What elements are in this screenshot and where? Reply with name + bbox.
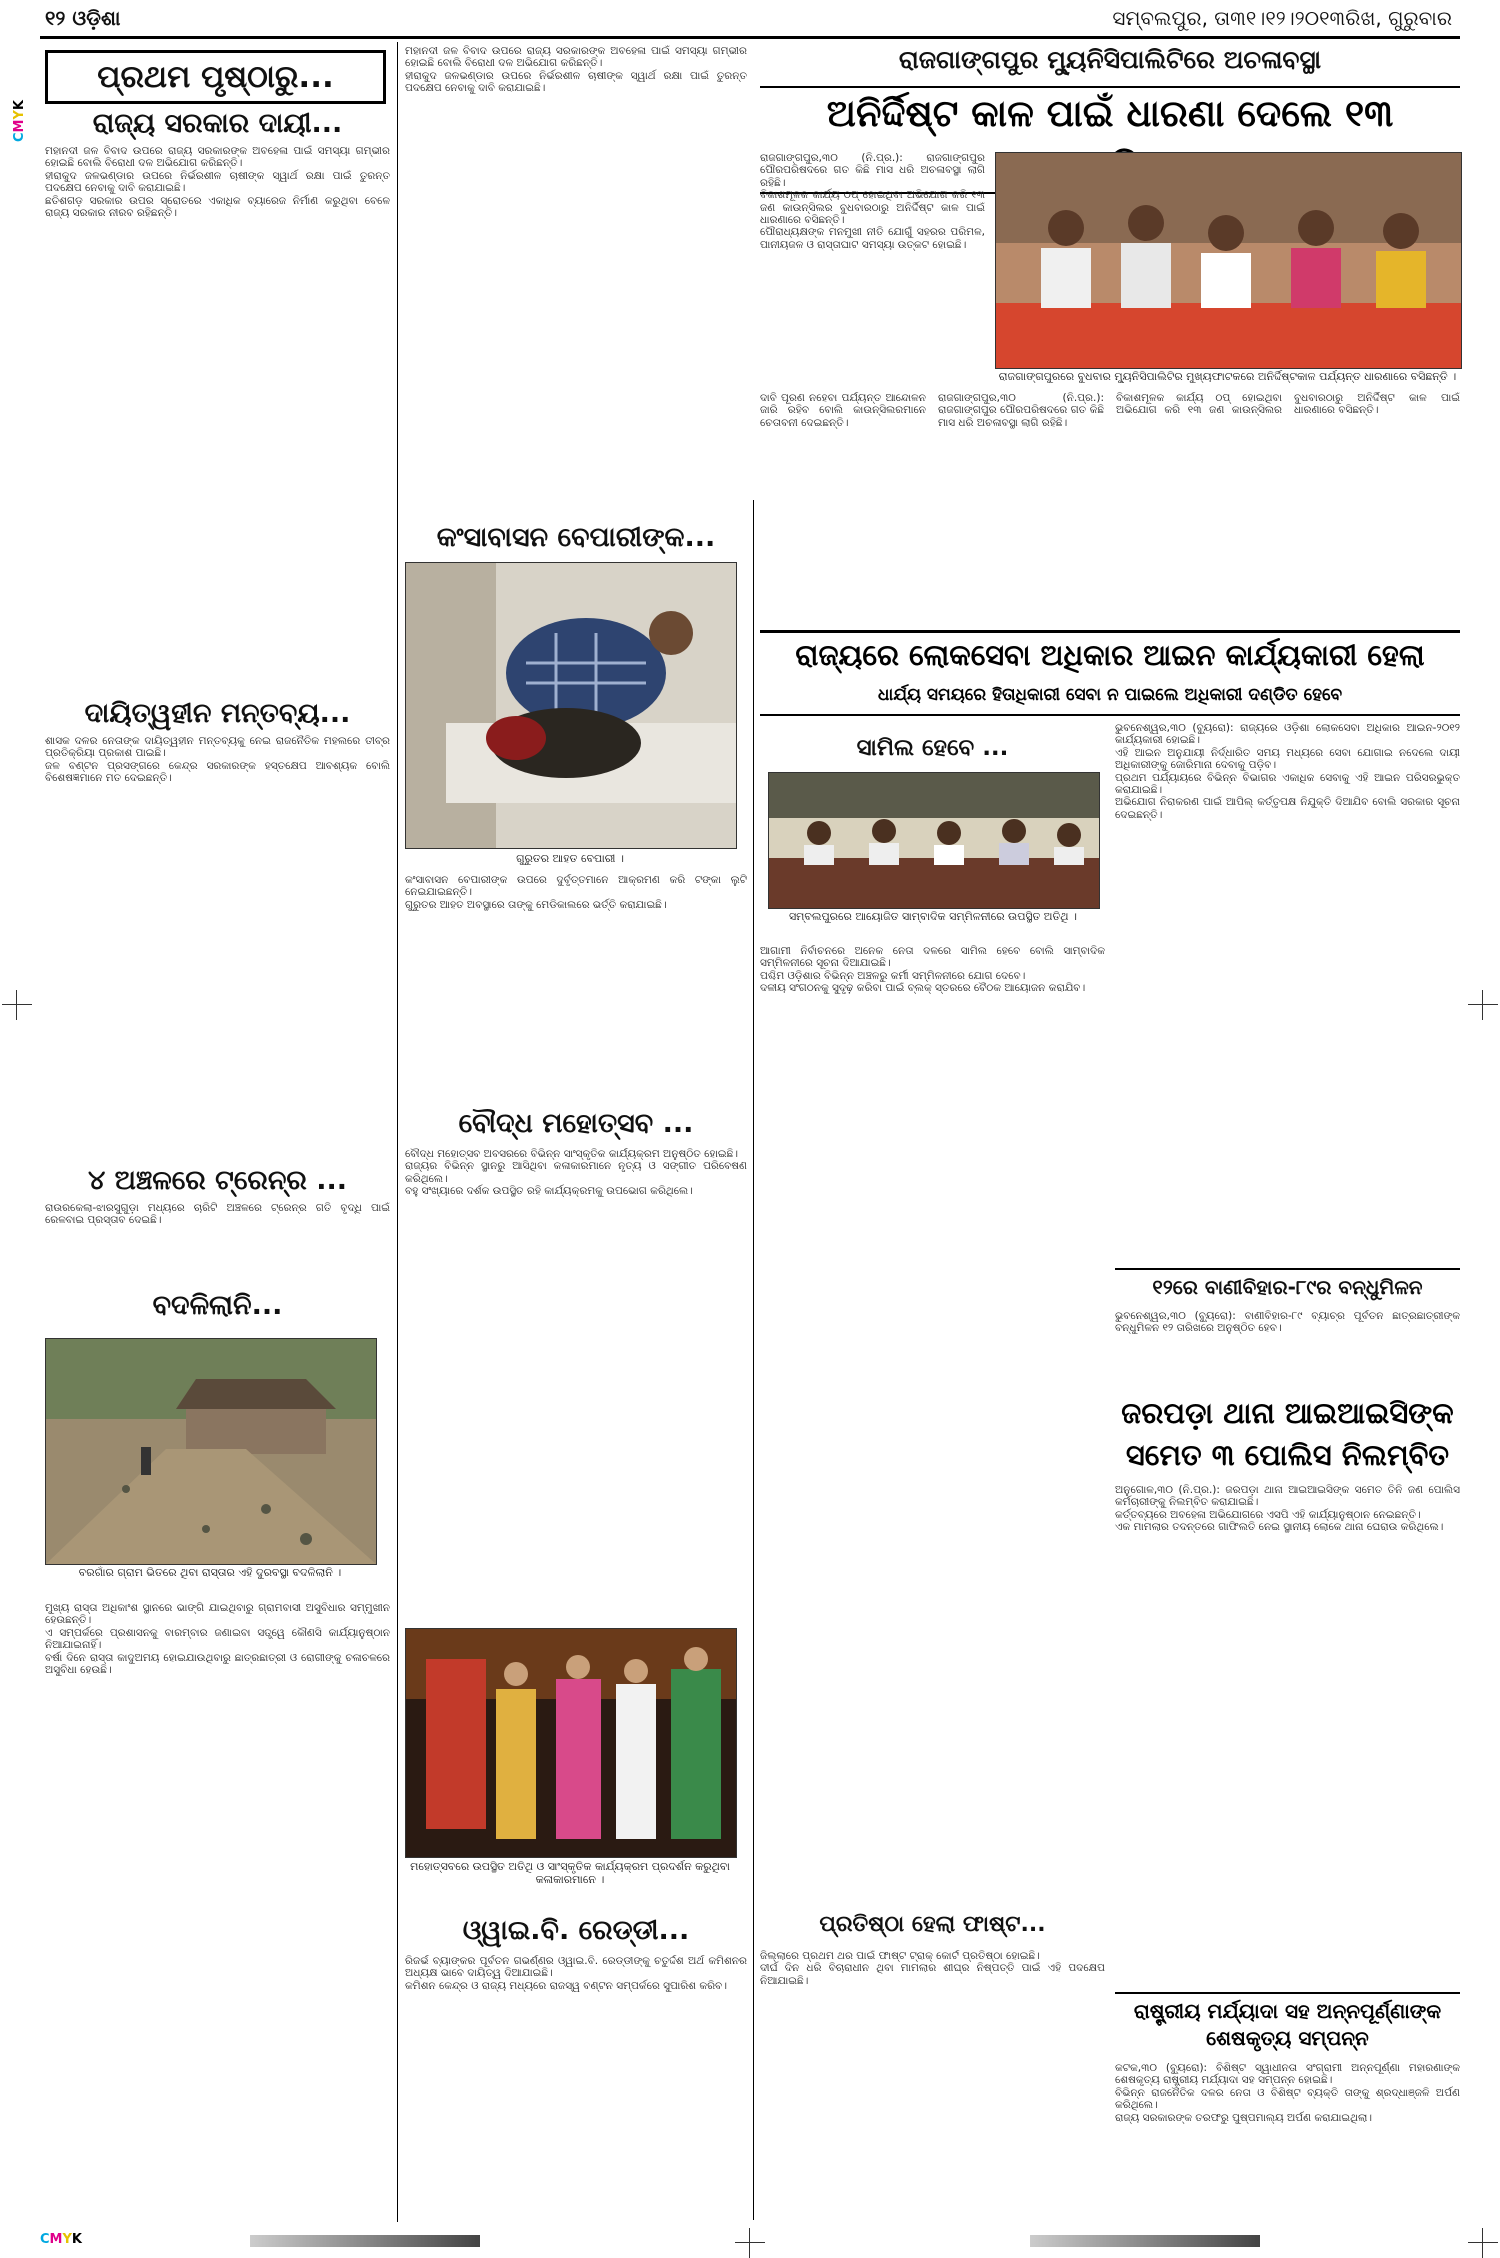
jarapada-headline: ଜରପଡ଼ା ଥାନା ଆଇଆଇସିଙ୍କ ସମେତ ୩ ପୋଲିସ ନିଲମ୍ବିତ: [1121, 1396, 1454, 1472]
lead-kicker: ରାଜଗାଙ୍ଗପୁର ମ୍ୟୁନିସିପାଲିଟିରେ ଅଚଳାବସ୍ଥା: [898, 45, 1322, 74]
samil-photo: [768, 772, 1100, 909]
samil-body: [760, 945, 1105, 1905]
crop-mark-bottom-mid: [735, 2228, 765, 2258]
column-rule-2: [753, 500, 754, 2220]
s5-para: ଗୁରୁତର ଆହତ ଅବସ୍ଥାରେ ତାଙ୍କୁ ମେଡିକାଲରେ ଭର୍ତ୍ତି କରାଯାଇଛି।: [405, 898, 667, 911]
jarapada-para: କର୍ତ୍ତବ୍ୟରେ ଅବହେଳା ଅଭିଯୋଗରେ ଏସପି ଏହି କାର୍ଯ୍ୟାନୁଷ୍ଠାନ ନେଇଛନ୍ତି।: [1115, 1508, 1421, 1521]
village-road-image: [46, 1339, 376, 1564]
act-para: ଭୁବନେଶ୍ୱର,୩୦ (ବ୍ୟୁରୋ): ରାଜ୍ୟରେ ଓଡ଼ିଶା ଲୋକସେବା ଅଧିକାର ଆଇନ-୨୦୧୨ କାର୍ଯ୍ୟକାରୀ ହୋଇଛି।: [1115, 722, 1460, 747]
s3-body: [45, 1202, 390, 1282]
s5-photo: [405, 562, 737, 849]
lead-para: ପୌରାଧ୍ୟକ୍ଷଙ୍କ ମନମୁଖୀ ନୀତି ଯୋଗୁଁ ସହରର ପରିମଳ, ପାନୀୟଜଳ ଓ ରାସ୍ତାଘାଟ ସମସ୍ୟା ଉତ୍କଟ ହୋଇଛି।: [760, 226, 985, 251]
col2-continuation: [405, 45, 747, 515]
s5-para: କଂସାବାସନ ବେପାରୀଙ୍କ ଉପରେ ଦୁର୍ବୃତ୍ତମାନେ ଆକ୍ରମଣ କରି ଟଙ୍କା ଲୁଟି ନେଇଯାଇଛନ୍ତି।: [405, 874, 747, 899]
s5-headline: କଂସାବାସନ ବେପାରୀଙ୍କ...: [436, 522, 716, 553]
pratistha-headline: ପ୍ରତିଷ୍ଠା ହେଲା ଫାଷ୍ଟ...: [819, 1912, 1046, 1937]
lead-photo: [995, 152, 1462, 369]
s4-para: ଏ ସମ୍ପର୍କରେ ପ୍ରଶାସନକୁ ବାରମ୍ବାର ଜଣାଇବା ସତ୍ତ୍ୱେ କୌଣସି କାର୍ଯ୍ୟାନୁଷ୍ଠାନ ନିଆଯାଇନାହିଁ।: [45, 1626, 390, 1652]
lead-para: ବିକାଶମୂଳକ କାର୍ଯ୍ୟ ଠପ୍ ହୋଇଥିବା ଅଭିଯୋଗ କରି ୧୩ ଜଣ କାଉନ୍‌ସିଲର ବୁଧବାରଠାରୁ ଅନିର୍ଦ୍ଦିଷ୍ଟ କାଳ ପାଇଁ ଧାରଣାରେ ବସିଛନ୍ତି।: [760, 189, 985, 227]
act-para: ଅଭିଯୋଗ ନିରାକରଣ ପାଇଁ ଆପିଲ୍ କର୍ତ୍ତୃପକ୍ଷ ନିଯୁକ୍ତି ଦିଆଯିବ ବୋଲି ସରକାର ସୂଚନା ଦେଇଛନ୍ତି।: [1115, 796, 1460, 821]
lead-headline: ଅନିର୍ଦ୍ଦିଷ୍ଟ କାଳ ପାଇଁ ଧାରଣା ଦେଲେ ୧୩: [760, 86, 1460, 194]
s2-body: [45, 735, 390, 1155]
act-para: ପ୍ରଥମ ପର୍ଯ୍ୟାୟରେ ବିଭିନ୍ନ ବିଭାଗର ଏକାଧିକ ସେବାକୁ ଏହି ଆଇନ ପରିସରଭୁକ୍ତ କରାଯାଇଛି।: [1115, 771, 1460, 797]
s2-para: ଜଳ ବଣ୍ଟନ ପ୍ରସଙ୍ଗରେ କେନ୍ଦ୍ର ସରକାରଙ୍କ ହସ୍ତକ୍ଷେପ ଆବଶ୍ୟକ ବୋଲି ବିଶେଷଜ୍ଞମାନେ ମତ ଦେଇଛନ୍ତି।: [45, 759, 390, 785]
s1-para: ମହାନଦୀ ଜଳ ବିବାଦ ଉପରେ ରାଜ୍ୟ ସରକାରଙ୍କ ଅବହେଳା ପାଇଁ ସମସ୍ୟା ଗମ୍ଭୀର ହୋଇଛି ବୋଲି ବିରୋଧୀ ଦଳ ଅଭିଯୋଗ କରିଛନ୍ତି।: [45, 145, 390, 170]
lead-para: ରାଜଗାଙ୍ଗପୁର,୩୦ (ନି.ପ୍ର.): ରାଜଗାଙ୍ଗପୁର ପୌରପରିଷଦରେ ଗତ କିଛି ମାସ ଧରି ଅଚଳାବସ୍ଥା ଲାଗି ରହିଛି।: [760, 152, 985, 189]
act-subhead: ଧାର୍ଯ୍ୟ ସମୟରେ ହିତାଧିକାରୀ ସେବା ନ ପାଇଲେ ଅଧିକାରୀ ଦଣ୍ଡିତ ହେବେ: [877, 685, 1343, 705]
pratistha-body: [760, 1950, 1105, 2220]
pratistha-para: ଜିଲ୍ଲାରେ ପ୍ରଥମ ଥର ପାଇଁ ଫାଷ୍ଟ ଟ୍ରାକ୍ କୋର୍ଟ ପ୍ରତିଷ୍ଠା ହୋଇଛି।: [760, 1950, 1040, 1962]
act-rule: [760, 714, 1460, 716]
s1-para-cont: ମହାନଦୀ ଜଳ ବିବାଦ ଉପରେ ରାଜ୍ୟ ସରକାରଙ୍କ ଅବହେଳା ପାଇଁ ସମସ୍ୟା ଗମ୍ଭୀର ହୋଇଛି ବୋଲି ବିରୋଧୀ ଦଳ ଅଭିଯୋଗ କରିଛନ୍ତି।: [405, 45, 747, 70]
barni-para: ଭୁବନେଶ୍ୱର,୩୦ (ବ୍ୟୁରୋ): ବାଣୀବିହାର-୮୯ ବ୍ୟାଚ୍‌ର ପୂର୍ବତନ ଛାତ୍ରଛାତ୍ରୀଙ୍କ ବନ୍ଧୁମିଳନ ୧୨ ତାରିଖରେ ଅନୁଷ୍ଠିତ ହେବ।: [1115, 1310, 1460, 1335]
lead-body-cols: [760, 392, 1460, 622]
s2-headline: ଦାୟିତ୍ୱହୀନ ମନ୍ତବ୍ୟ...: [84, 698, 351, 729]
annapurna-para: କଟକ,୩୦ (ବ୍ୟୁରୋ): ବିଶିଷ୍ଟ ସ୍ୱାଧୀନତା ସଂଗ୍ରାମୀ ଅନ୍ନପୂର୍ଣ୍ଣା ମହାରଣାଙ୍କ ଶେଷକୃତ୍ୟ ରାଷ୍ଟ୍ରୀୟ ମର୍ଯ୍ୟାଦା ସହ ସମ୍ପନ୍ନ ହୋଇଛି।: [1115, 2062, 1460, 2087]
barni-headline: ୧୨ରେ ବାଣୀବିହାର-୮୯ର ବନ୍ଧୁମିଳନ: [1152, 1275, 1423, 1299]
samil-para: ଦଳୀୟ ସଂଗଠନକୁ ସୁଦୃଢ଼ କରିବା ପାଇଁ ବ୍ଲକ୍ ସ୍ତରରେ ବୈଠକ ଆୟୋଜନ କରାଯିବ।: [760, 982, 1086, 995]
annapurna-headline: ରାଷ୍ଟ୍ରୀୟ ମର୍ଯ୍ୟାଦା ସହ ଅନ୍ନପୂର୍ଣ୍ଣାଙ୍କ ଶେଷକୃତ୍ୟ ସମ୍ପନ୍ନ: [1133, 1999, 1442, 2050]
section-header: ପ୍ରଥମ ପୃଷ୍ଠାରୁ...: [45, 50, 386, 104]
s1-body: [45, 145, 390, 685]
registration-mark-bottom: CMYK: [40, 2232, 82, 2247]
lead-para: ରାଜଗାଙ୍ଗପୁର,୩୦ (ନି.ପ୍ର.): ରାଜଗାଙ୍ଗପୁର ପୌରପରିଷଦରେ ଗତ କିଛି ମାସ ଧରି ଅଚଳାବସ୍ଥା ଲାଗି ରହିଛି।: [938, 392, 1104, 429]
s1-para: ଛତିଶଗଡ଼ ସରକାର ଉପର ସ୍ରୋତରେ ଏକାଧିକ ବ୍ୟାରେଜ ନିର୍ମାଣ କରୁଥିବା ବେଳେ ରାଜ୍ୟ ସରକାର ନୀରବ ରହିଛନ୍ତି।: [45, 194, 390, 220]
column-rule-1: [397, 42, 398, 2222]
s7-body: [405, 1955, 747, 2220]
s6-photo: [405, 1628, 737, 1858]
s3-headline: ୪ ଅଞ୍ଚଳରେ ଟ୍ରେନ୍‌ର ...: [87, 1165, 348, 1196]
crop-mark-left-top: [2, 990, 32, 1020]
header-rule: [40, 36, 1460, 39]
councillors-dharana-image: [996, 153, 1461, 368]
s4-photo-caption: ବରଗାଁର ଗ୍ରାମ ଭିତରେ ଥିବା ରାସ୍ତାର ଏହି ଦୁରବସ୍ଥା ବଦଳିଲାନି ।: [78, 1566, 342, 1579]
s1-para: ହୀରାକୁଦ ଜଳଭଣ୍ଡାର ଉପରେ ନିର୍ଭରଶୀଳ ଚାଷୀଙ୍କ ସ୍ୱାର୍ଥ ରକ୍ଷା ପାଇଁ ତୁରନ୍ତ ପଦକ୍ଷେପ ନେବାକୁ ଦାବି କରାଯାଇଛି।: [45, 169, 390, 195]
act-para: ଏହି ଆଇନ ଅନୁଯାୟୀ ନିର୍ଦ୍ଧାରିତ ସମୟ ମଧ୍ୟରେ ସେବା ଯୋଗାଇ ନଦେଲେ ଦାୟୀ ଅଧିକାରୀଙ୍କୁ ଜୋରିମାନା ଦେବାକୁ ପଡ଼ିବ।: [1115, 746, 1460, 772]
s4-para: ମୁଖ୍ୟ ରାସ୍ତା ଅଧିକାଂଶ ସ୍ଥାନରେ ଭାଙ୍ଗି ଯାଇଥିବାରୁ ଗ୍ରାମବାସୀ ଅସୁବିଧାର ସମ୍ମୁଖୀନ ହେଉଛନ୍ତି।: [45, 1602, 390, 1627]
color-bar-bottom-right: [1030, 2235, 1260, 2247]
s5-body: [405, 874, 747, 1099]
s6-headline: ବୌଦ୍ଧ ମହୋତ୍ସବ ...: [458, 1108, 694, 1139]
s6-body: [405, 1148, 747, 1618]
lead-para: ବିକାଶମୂଳକ କାର୍ଯ୍ୟ ଠପ୍ ହୋଇଥିବା ଅଭିଯୋଗ କରି ୧୩ ଜଣ କାଉନ୍‌ସିଲର ବୁଧବାରଠାରୁ ଅନିର୍ଦ୍ଦିଷ୍ଟ କାଳ ପାଇଁ ଧାରଣାରେ ବସିଛନ୍ତି।: [1116, 392, 1460, 417]
dateline: ସମ୍ବଲପୁର, ତା୩୧।୧୨।୨୦୧୩ରିଖ, ଗୁରୁବାର: [1112, 6, 1452, 30]
s1-para-cont: ହୀରାକୁଦ ଜଳଭଣ୍ଡାର ଉପରେ ନିର୍ଭରଶୀଳ ଚାଷୀଙ୍କ ସ୍ୱାର୍ଥ ରକ୍ଷା ପାଇଁ ତୁରନ୍ତ ପଦକ୍ଷେପ ନେବାକୁ ଦାବି କରାଯାଇଛି।: [405, 69, 747, 95]
s4-headline: ବଦଳିଲାନି...: [152, 1290, 283, 1321]
annapurna-para: ବିଭିନ୍ନ ରାଜନୈତିକ ଦଳର ନେତା ଓ ବିଶିଷ୍ଟ ବ୍ୟକ୍ତି ତାଙ୍କୁ ଶ୍ରଦ୍ଧାଞ୍ଜଳି ଅର୍ପଣ କରିଥିଲେ।: [1115, 2086, 1460, 2112]
s7-para: ରିଜର୍ଭ ବ୍ୟାଙ୍କର ପୂର୍ବତନ ଗଭର୍ଣ୍ଣର ଓ୍ୱାଇ.ବି. ରେଡ୍ଡୀଙ୍କୁ ଚତୁର୍ଦ୍ଦଶ ଅର୍ଥ କମିଶନର ଅଧ୍ୟକ୍ଷ ଭାବେ ଦାୟିତ୍ୱ ଦିଆଯାଇଛି।: [405, 1955, 747, 1980]
jarapada-body: [1115, 1484, 1460, 1984]
s6-para: ରାଜ୍ୟର ବିଭିନ୍ନ ସ୍ଥାନରୁ ଆସିଥିବା କଳାକାରମାନେ ନୃତ୍ୟ ଓ ସଙ୍ଗୀତ ପରିବେଷଣ କରିଥିଲେ।: [405, 1160, 747, 1185]
annapurna-body: [1115, 2062, 1460, 2222]
s6-para: ବହୁ ସଂଖ୍ୟାରେ ଦର୍ଶକ ଉପସ୍ଥିତ ରହି କାର୍ଯ୍ୟକ୍ରମକୁ ଉପଭୋଗ କରିଥିଲେ।: [405, 1185, 693, 1198]
barni-rule: [1115, 1268, 1460, 1270]
s6-para: ବୌଦ୍ଧ ମହୋତ୍ସବ ଅବସରରେ ବିଭିନ୍ନ ସାଂସ୍କୃତିକ କାର୍ଯ୍ୟକ୍ରମ ଅନୁଷ୍ଠିତ ହୋଇଛି।: [405, 1148, 739, 1160]
lead-photo-caption: ରାଜଗାଙ୍ଗପୁରରେ ବୁଧବାର ମ୍ୟୁନିସିପାଲିଟିର ମୁଖ୍ୟଫାଟକରେ ଅନିର୍ଦ୍ଦିଷ୍ଟକାଳ ପର୍ଯ୍ୟନ୍ତ ଧାରଣାରେ ବସିଛନ୍ତି ।: [998, 370, 1457, 383]
annapurna-para: ରାଜ୍ୟ ସରକାରଙ୍କ ତରଫରୁ ପୁଷ୍ପମାଲ୍ୟ ଅର୍ପଣ କରାଯାଇଥିଲା।: [1115, 2111, 1373, 2124]
s4-para: ବର୍ଷା ଦିନେ ରାସ୍ତା କାଦୁଅମୟ ହୋଇଯାଉଥିବାରୁ ଛାତ୍ରଛାତ୍ରୀ ଓ ରୋଗୀଙ୍କୁ ଚଳାଚଳରେ ଅସୁବିଧା ହେଉଛି।: [45, 1651, 390, 1677]
annapurna-rule: [1115, 1992, 1460, 1994]
samil-photo-caption: ସମ୍ବଲପୁରରେ ଆୟୋଜିତ ସାମ୍ବାଦିକ ସମ୍ମିଳନୀରେ ଉପସ୍ଥିତ ଅତିଥି ।: [788, 910, 1077, 923]
s6-photo-caption: ମହୋତ୍ସବରେ ଉପସ୍ଥିତ ଅତିଥି ଓ ସାଂସ୍କୃତିକ କାର୍ଯ୍ୟକ୍ରମ ପ୍ରଦର୍ଶନ କରୁଥିବା କଳାକାରମାନେ ।: [410, 1860, 730, 1886]
press-meet-image: [769, 773, 1099, 908]
barni-body: [1115, 1310, 1460, 1385]
act-body: [1115, 722, 1460, 1262]
page-folio: ୧୨ ଓଡ଼ିଶା: [45, 6, 121, 30]
jarapada-para: ଏକ ମାମଲାର ତଦନ୍ତରେ ଗାଫିଲତି ନେଇ ସ୍ଥାନୀୟ ଲୋକେ ଥାନା ଘେରାଉ କରିଥିଲେ।: [1115, 1521, 1444, 1534]
s1-headline: ରାଜ୍ୟ ସରକାର ଦାୟୀ...: [92, 108, 343, 139]
pratistha-para: ଦୀର୍ଘ ଦିନ ଧରି ବିଚାରାଧୀନ ଥିବା ମାମଲାର ଶୀଘ୍ର ନିଷ୍ପତ୍ତି ପାଇଁ ଏହି ପଦକ୍ଷେପ ନିଆଯାଇଛି।: [760, 1962, 1105, 1987]
s4-photo: [45, 1338, 377, 1565]
samil-para: ଆଗାମୀ ନିର୍ବାଚନରେ ଅନେକ ନେତା ଦଳରେ ସାମିଲ ହେବେ ବୋଲି ସାମ୍ବାଦିକ ସମ୍ମିଳନୀରେ ସୂଚନା ଦିଆଯାଇଛି।: [760, 945, 1105, 970]
act-headline: ରାଜ୍ୟରେ ଲୋକସେବା ଅଧିକାର ଆଇନ କାର୍ଯ୍ୟକାରୀ ହେଲା: [760, 630, 1460, 677]
injured-trader-image: [406, 563, 736, 848]
crop-mark-bottom-right: [1468, 2228, 1498, 2258]
s5-photo-caption: ଗୁରୁତର ଆହତ ବେପାରୀ ।: [516, 852, 624, 865]
s4-body: [45, 1602, 390, 2222]
s2-para: ଶାସକ ଦଳର ନେତାଙ୍କ ଦାୟିତ୍ୱହୀନ ମନ୍ତବ୍ୟକୁ ନେଇ ରାଜନୈତିକ ମହଲରେ ତୀବ୍ର ପ୍ରତିକ୍ରିୟା ପ୍ରକାଶ ପାଇଛି।: [45, 735, 390, 760]
crop-mark-right-top: [1468, 990, 1498, 1020]
color-bar-bottom: [250, 2235, 480, 2247]
festival-stage-image: [406, 1629, 736, 1857]
registration-mark-top: CMYK: [12, 100, 27, 142]
jarapada-para: ଅନୁଗୋଳ,୩୦ (ନି.ପ୍ର.): ଜରପଡ଼ା ଥାନା ଆଇଆଇସିଙ୍କ ସମେତ ତିନି ଜଣ ପୋଲିସ କର୍ମଚାରୀଙ୍କୁ ନିଲମ୍ବିତ କରାଯାଇଛି।: [1115, 1484, 1460, 1509]
s3-para: ରାଉରକେଲା-ଝାରସୁଗୁଡ଼ା ମଧ୍ୟରେ ଚାରିଟି ଅଞ୍ଚଳରେ ଟ୍ରେନ୍‌ର ଗତି ବୃଦ୍ଧି ପାଇଁ ରେଳବାଇ ପ୍ରସ୍ତାବ ଦେଇଛି।: [45, 1202, 390, 1227]
s7-headline: ଓ୍ୱାଇ.ବି. ରେଡ୍ଡୀ...: [462, 1915, 690, 1946]
samil-headline: ସାମିଲ ହେବେ ...: [856, 735, 1009, 761]
samil-para: ପଶ୍ଚିମ ଓଡ଼ିଶାର ବିଭିନ୍ନ ଅଞ୍ଚଳରୁ କର୍ମୀ ସମ୍ମିଳନୀରେ ଯୋଗ ଦେବେ।: [760, 969, 1026, 982]
lead-para: ଦାବି ପୂରଣ ନହେବା ପର୍ଯ୍ୟନ୍ତ ଆନ୍ଦୋଳନ ଜାରି ରହିବ ବୋଲି କାଉନ୍‌ସିଲରମାନେ ଚେତାବନୀ ଦେଇଛନ୍ତି।: [760, 392, 926, 429]
s7-para: କମିଶନ କେନ୍ଦ୍ର ଓ ରାଜ୍ୟ ମଧ୍ୟରେ ରାଜସ୍ୱ ବଣ୍ଟନ ସମ୍ପର୍କରେ ସୁପାରିଶ କରିବ।: [405, 1979, 727, 1992]
